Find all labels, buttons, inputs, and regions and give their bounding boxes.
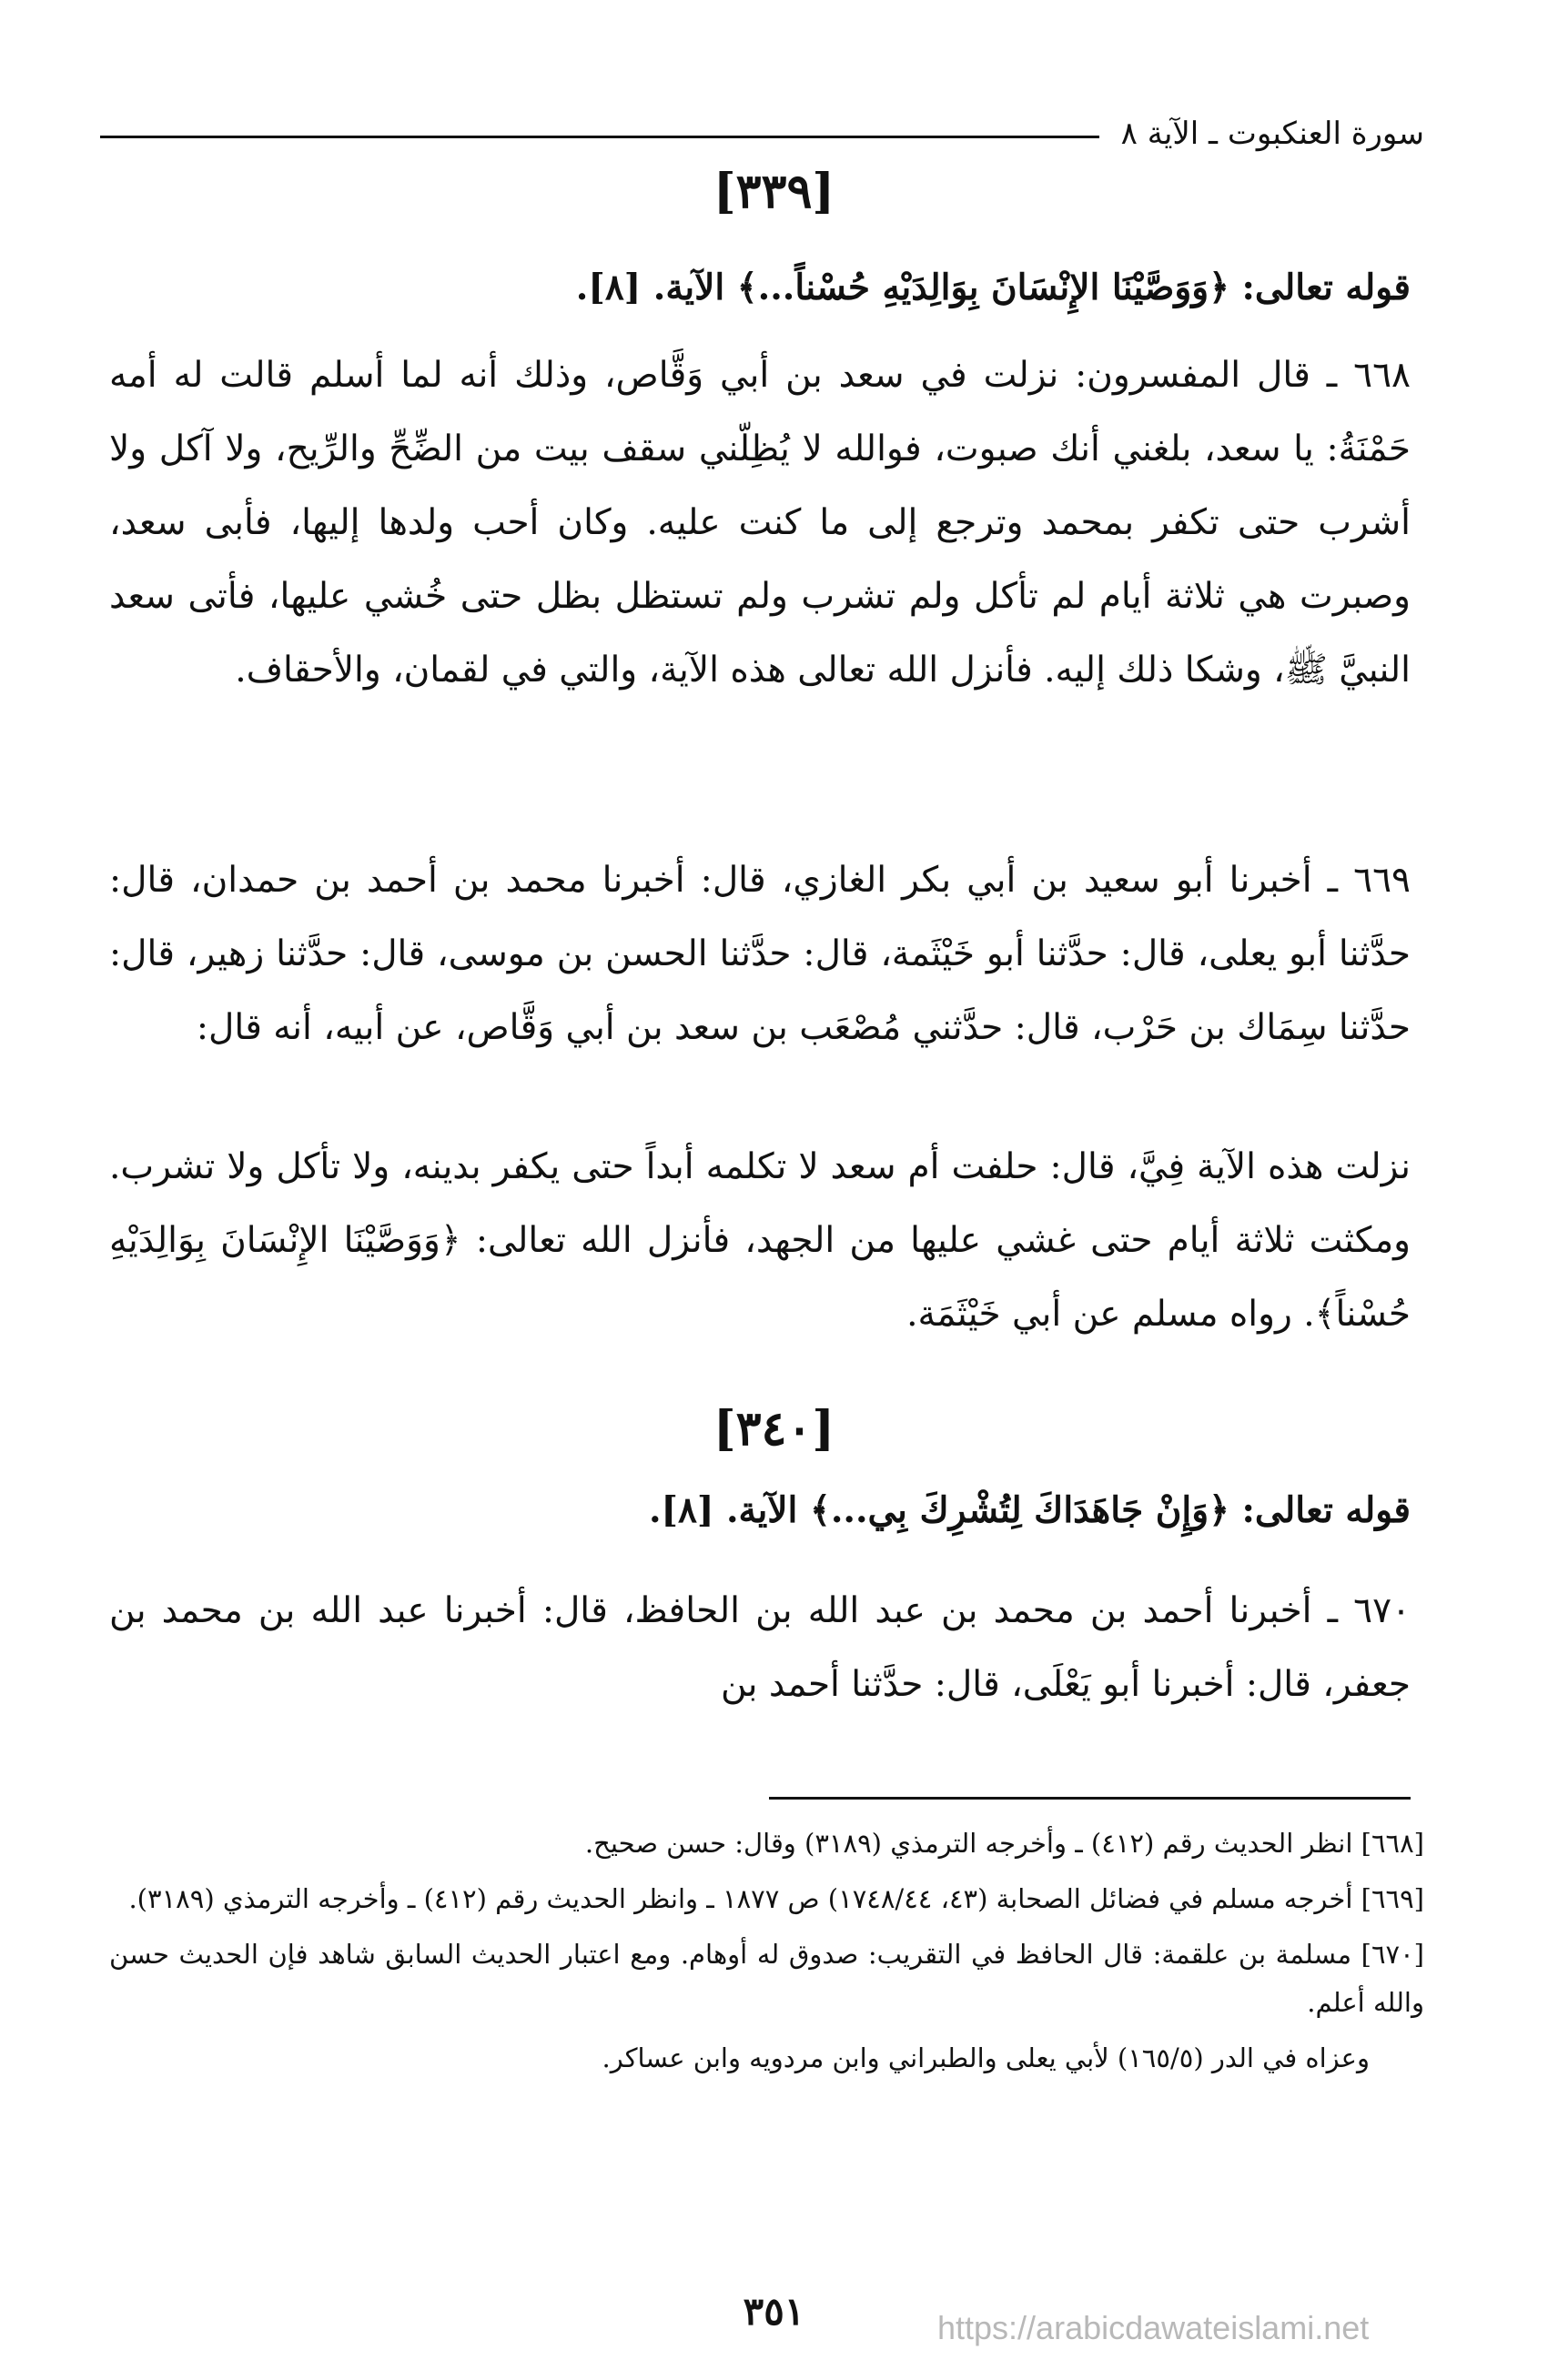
hadith-paragraph: ٦٦٩ ـ أخبرنا أبو سعيد بن أبي بكر الغازي، قال: أخبرنا محمد بن أحمد بن حمدان، قال: حدَّثنا أبو يعلى، قال: حدَّثنا أبو خَيْثَمة، قال: حدَّثنا الحسن بن موسى، قال: حدَّثنا زهير، قال: حدَّثنا سِمَاك بن حَرْب، قال: حدَّثني مُصْعَب بن سعد بن أبي وَقَّاص، عن أبيه، أنه قال: <box>109 860 1411 1048</box>
section-number: [٣٤٠] <box>713 1401 835 1457</box>
page-number: ٣٥١ <box>743 2289 805 2334</box>
hadith-paragraph: نزلت هذه الآية فِيَّ، قال: حلفت أم سعد لا تكلمه أبداً حتى يكفر بدينه، ولا تأكل ولا تشرب. ومكثت ثلاثة أيام حتى غشي عليها من الجهد، فأنزل الله تعالى: ﴿وَوَصَّيْنَا الإِنْسَانَ بِوَالِدَيْهِ حُسْناً﴾. رواه مسلم عن أبي خَيْثَمَة. <box>109 1146 1411 1335</box>
footnote-continuation: وعزاه في الدر (١٦٥/٥) لأبي يعلى والطبراني وابن مردويه وابن عساكر. <box>602 2042 1370 2073</box>
footnote-divider <box>769 1797 1411 1800</box>
header-title: سورة العنكبوت ـ الآية ٨ <box>1120 116 1424 152</box>
footnotes <box>109 1820 1424 2090</box>
hadith-paragraph: ٦٧٠ ـ أخبرنا أحمد بن محمد بن عبد الله بن الحافظ، قال: أخبرنا عبد الله بن محمد بن جعفر، قال: أخبرنا أبو يَعْلَى، قال: حدَّثنا أحمد بن <box>109 1590 1411 1705</box>
hadith-paragraph: ٦٦٨ ـ قال المفسرون: نزلت في سعد بن أبي وَقَّاص، وذلك أنه لما أسلم قالت له أمه حَمْنَةُ: يا سعد، بلغني أنك صبوت، فوالله لا يُظِلّني سقف بيت من الضِّحِّ والرِّيح، ولا آكل ولا أشرب حتى تكفر بمحمد وترجع إلى ما كنت عليه. وكان أحب ولدها إليها، فأبى سعد، وصبرت هي ثلاثة أيام لم تأكل ولم تشرب ولم تستظل بظل حتى خُشي عليها، فأتى سعد النبيَّ ﷺ، وشكا ذلك إليه. فأنزل الله تعالى هذه الآية، والتي في لقمان، والأحقاف. <box>109 355 1411 691</box>
footnote: [٦٦٨] انظر الحديث رقم (٤١٢) ـ وأخرجه الترمذي (٣١٨٩) وقال: حسن صحيح. <box>584 1828 1424 1859</box>
section-number: [٣٣٩] <box>713 164 835 219</box>
section-intro: قوله تعالى: ﴿وَوَصَّيْنَا الإِنْسَانَ بِوَالِدَيْهِ حُسْناً...﴾ الآية. [٨]. <box>575 267 1411 308</box>
footnote: [٦٦٩] أخرجه مسلم في فضائل الصحابة (٤٣، ١٧٤٨/٤٤) ص ١٨٧٧ ـ وانظر الحديث رقم (٤١٢) ـ وأخرجه الترمذي (٣١٨٩). <box>128 1883 1424 1914</box>
footnote: [٦٧٠] مسلمة بن علقمة: قال الحافظ في التقريب: صدوق له أوهام. ومع اعتبار الحديث السابق شاهد فإن الحديث حسن والله أعلم. <box>109 1939 1424 2018</box>
header-rule <box>100 136 1099 138</box>
running-header <box>100 111 1424 156</box>
watermark-url: https://arabicdawateislami.net <box>937 2309 1370 2346</box>
section-intro: قوله تعالى: ﴿وَإِنْ جَاهَدَاكَ لِتُشْرِكَ بِي...﴾ الآية. [٨]. <box>648 1489 1411 1531</box>
